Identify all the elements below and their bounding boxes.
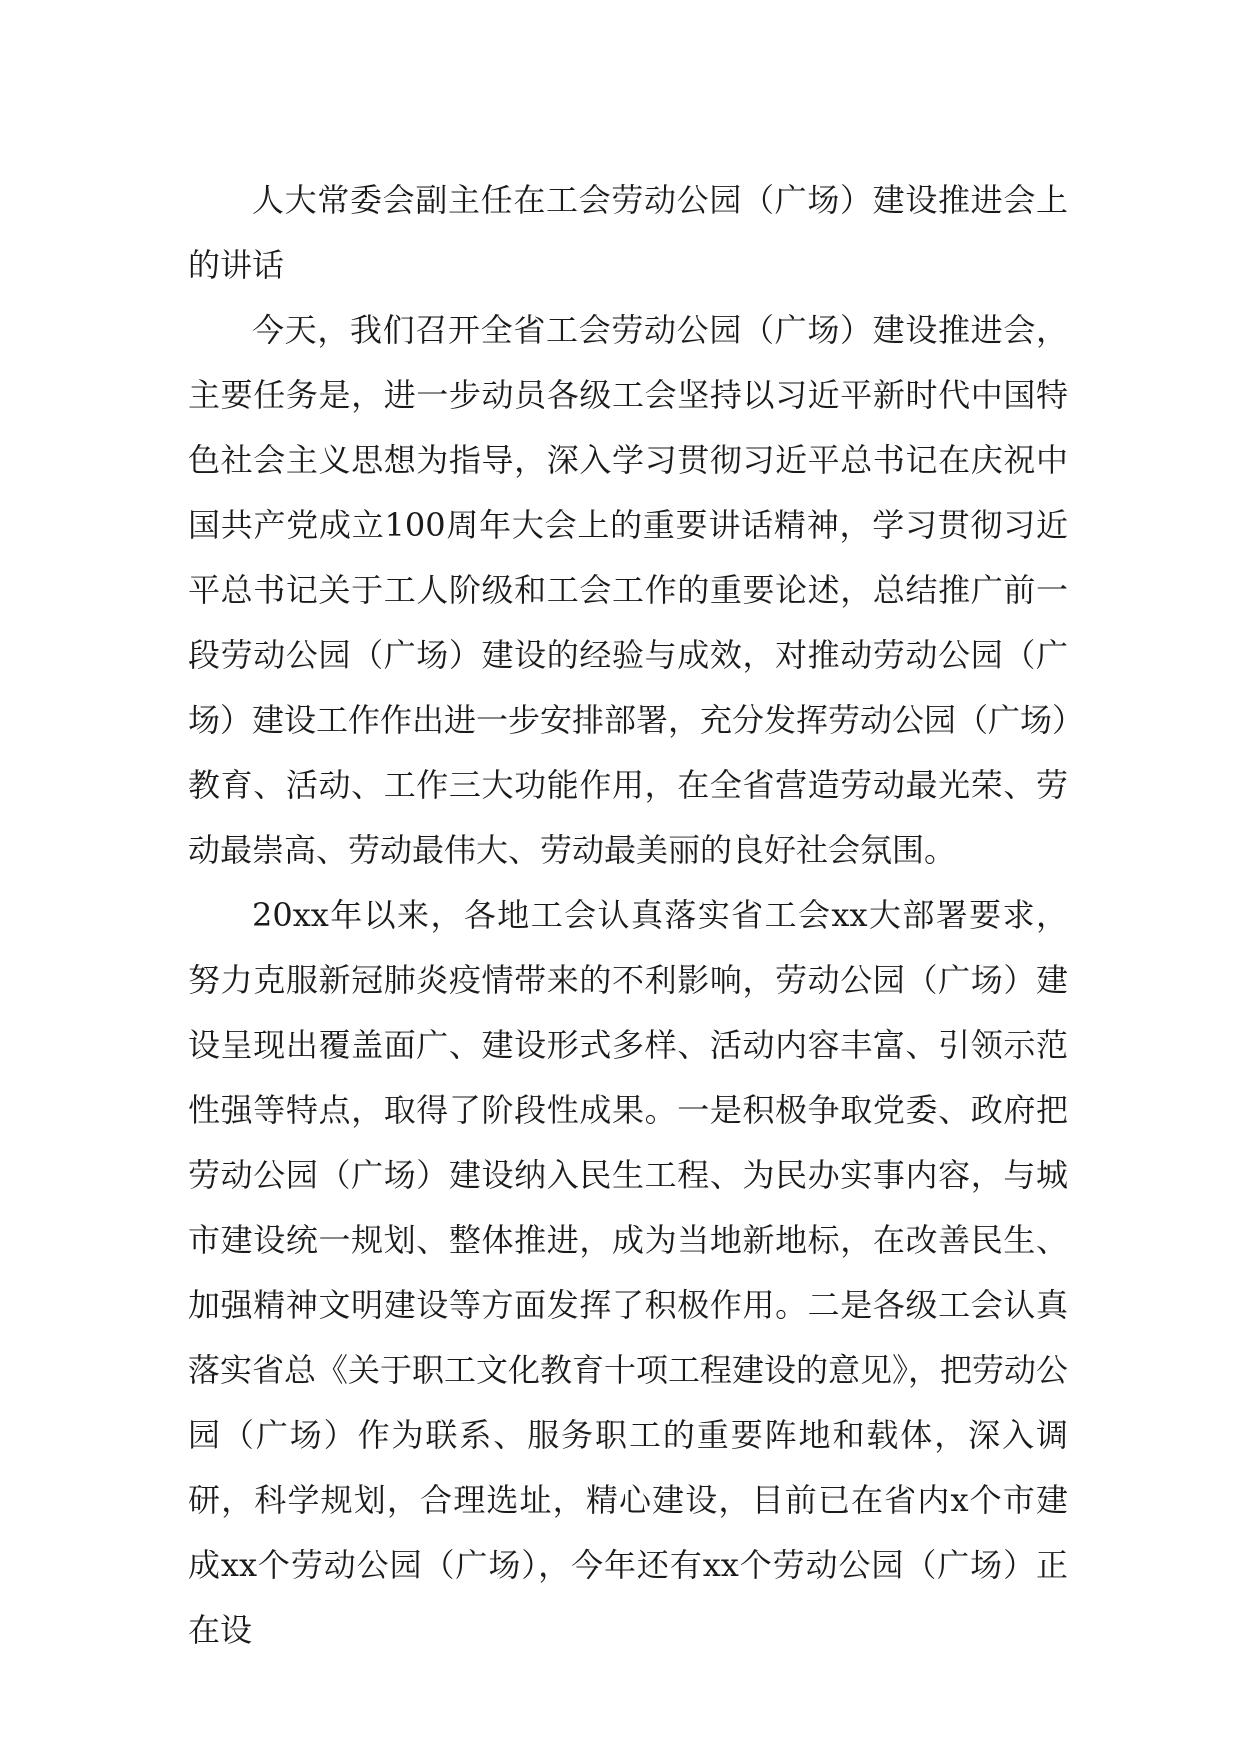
paragraph-2: 20xx年以来，各地工会认真落实省工会xx大部署要求，努力克服新冠肺炎疫情带来的不利影响，劳动公园（广场）建设呈现出覆盖面广、建设形式多样、活动内容丰富、引领示范性强等特点，取得了阶段性成果。一是积极争取党委、政府把劳动公园（广场）建设纳入民生工程、为民办实事内容，与城市建设统一规划、整体推进，成为当地新地标，在改善民生、加强精神文明建设等方面发挥了积极作用。二是各级工会认真落实省总《关于职工文化教育十项工程建设的意见》，把劳动公园（广场）作为联系、服务职工的重要阵地和载体，深入调研，科学规划，合理选址，精心建设，目前已在省内x个市建成xx个劳动公园（广场），今年还有xx个劳动公园（广场）正在设 — [188, 896, 1069, 1649]
document-title: 人大常委会副主任在工会劳动公园（广场）建设推进会上的讲话 — [188, 181, 1068, 284]
paragraph-1: 今天，我们召开全省工会劳动公园（广场）建设推进会，主要任务是，进一步动员各级工会坚持以习近平新时代中国特色社会主义思想为指导，深入学习贯彻习近平总书记在庆祝中国共产党成立100周年大会上的重要讲话精神，学习贯彻习近平总书记关于工人阶级和工会工作的重要论述，总结推广前一段劳动公园（广场）建设的经验与成效，对推动劳动公园（广场）建设工作作出进一步安排部署，充分发挥劳动公园（广场）教育、活动、工作三大功能作用，在全省营造劳动最光荣、劳动最崇高、劳动最伟大、劳动最美丽的良好社会氛围。 — [188, 311, 1069, 869]
document-body — [188, 168, 1068, 1663]
